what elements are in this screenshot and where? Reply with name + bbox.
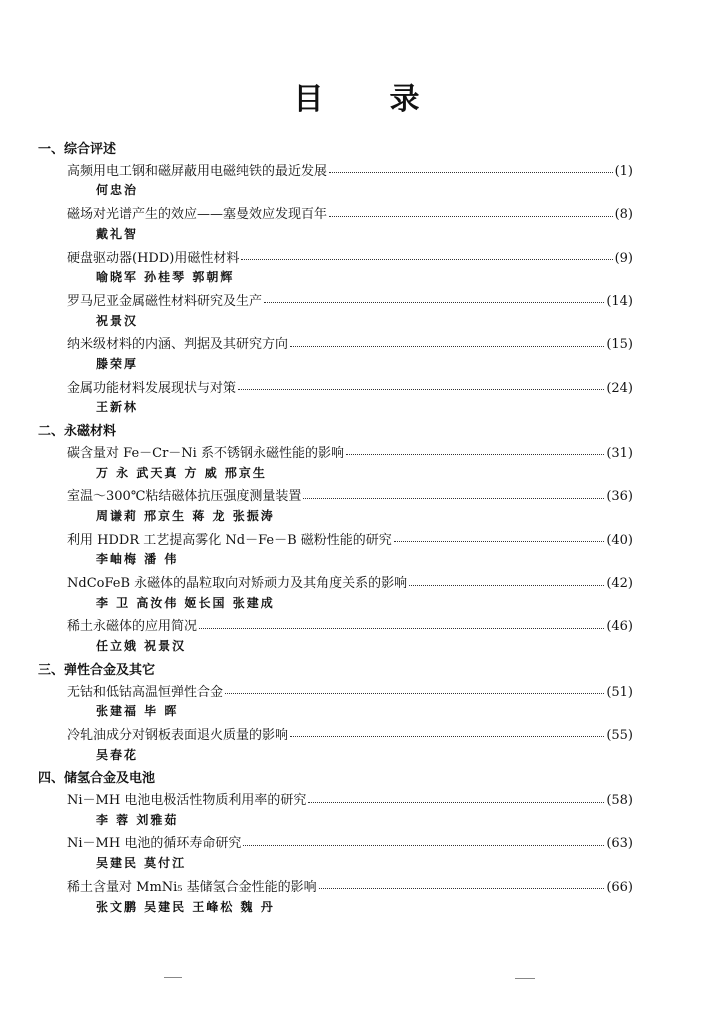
entry-authors: 任立娥 祝景汉: [96, 639, 187, 654]
entry-authors: 李 卫 高汝伟 姬长国 张建成: [96, 595, 275, 610]
entry-title: 罗马尼亚金属磁性材料研究及生产: [67, 293, 263, 309]
entry-authors: 李 蓉 刘雅茹: [96, 812, 179, 827]
page-number: (40): [606, 532, 633, 548]
page-number: (36): [606, 489, 633, 505]
toc-entry[interactable]: [67, 377, 633, 395]
page-number: (46): [606, 619, 633, 635]
page-number: (31): [606, 445, 633, 461]
entry-title: NdCoFeB 永磁体的晶粒取向对矫顽力及其角度关系的影响: [67, 576, 408, 591]
entry-authors: 吴建民 莫付江: [96, 856, 187, 871]
page-number: (9): [614, 250, 633, 266]
dot-leader: [319, 878, 605, 889]
entry-authors: 李岫梅 潘 伟: [96, 552, 179, 567]
entry-title: 磁场对光谱产生的效应——塞曼效应发现百年: [67, 207, 328, 223]
toc-entry[interactable]: [67, 789, 633, 807]
dot-leader: [329, 162, 613, 173]
entry-authors: 周谦莉 邢京生 蒋 龙 张振涛: [96, 508, 275, 523]
entry-authors: 张文鹏 吴建民 王峰松 魏 丹: [96, 899, 275, 914]
entry-title: 室温～300℃粘结磁体抗压强度测量装置: [67, 489, 302, 505]
page-number: (42): [606, 576, 633, 591]
section-heading: 四、储氢合金及电池: [38, 771, 156, 787]
toc-entry[interactable]: [67, 160, 633, 178]
toc-entry[interactable]: [67, 572, 633, 590]
entry-authors: 滕荣厚: [96, 357, 139, 371]
entry-authors: 王新林: [96, 400, 139, 415]
dot-leader: [290, 726, 604, 737]
entry-title: 高频用电工钢和磁屏蔽用电磁纯铁的最近发展: [67, 163, 328, 179]
title-char-1: 目: [293, 82, 324, 117]
entry-title: Ni－MH 电池的循环寿命研究: [67, 836, 242, 852]
toc-entry[interactable]: [67, 290, 633, 308]
entry-title: 利用 HDDR 工艺提高雾化 Nd－Fe－B 磁粉性能的研究: [67, 532, 392, 548]
dot-leader: [238, 379, 604, 390]
section-heading: 二、永磁材料: [38, 424, 117, 440]
page-number: (8): [614, 207, 633, 223]
page-number: (63): [606, 836, 633, 852]
page-number: (24): [606, 380, 633, 396]
entry-authors: 祝景汉: [96, 313, 139, 328]
dot-leader: [290, 336, 604, 347]
page-number: (15): [606, 337, 633, 353]
toc-entry[interactable]: [67, 333, 633, 351]
toc-entry[interactable]: [67, 724, 633, 742]
entry-authors: 戴礼智: [96, 226, 139, 241]
dot-leader: [394, 531, 605, 542]
toc-entry[interactable]: [67, 203, 633, 221]
dot-leader: [243, 835, 604, 846]
toc-entry[interactable]: [67, 247, 633, 265]
dot-leader: [329, 206, 613, 217]
page-title: [0, 74, 713, 118]
page-number: (51): [606, 684, 633, 700]
toc-entry[interactable]: [67, 529, 633, 547]
section-heading: 三、弹性合金及其它: [38, 662, 156, 678]
entry-title: 金属功能材料发展现状与对策: [67, 380, 237, 396]
entry-title: 稀土含量对 MmNi₅ 基储氢合金性能的影响: [67, 879, 317, 895]
dot-leader: [409, 575, 604, 586]
dot-leader: [308, 792, 604, 803]
dot-leader: [199, 618, 604, 629]
entry-authors: 万 永 武天真 方 威 邢京生: [96, 465, 267, 480]
entry-authors: 何忠治: [96, 183, 139, 198]
title-char-2: 录: [389, 82, 420, 117]
toc-entry[interactable]: [67, 615, 633, 633]
toc-entry[interactable]: [67, 485, 633, 503]
section-heading: 一、综合评述: [38, 142, 117, 157]
entry-title: 冷轧油成分对钢板表面退火质量的影响: [67, 727, 289, 743]
page-number: (14): [606, 293, 633, 309]
entry-authors: 吴春花: [96, 747, 139, 762]
toc-entry[interactable]: [67, 832, 633, 850]
entry-title: 无钴和低钴高温恒弹性合金: [67, 684, 224, 700]
dot-leader: [241, 249, 612, 260]
dot-leader: [346, 444, 604, 455]
entry-title: 稀土永磁体的应用简况: [67, 619, 198, 635]
dot-leader: [264, 292, 604, 303]
page-number: (55): [606, 727, 633, 743]
entry-authors: 张建福 毕 晖: [96, 704, 179, 719]
entry-title: Ni－MH 电池电极活性物质利用率的研究: [67, 793, 307, 808]
toc-entry[interactable]: [67, 442, 633, 460]
entry-title: 碳含量对 Fe－Cr－Ni 系不锈钢永磁性能的影响: [67, 445, 344, 461]
dot-leader: [225, 683, 604, 694]
toc-entry[interactable]: [67, 876, 633, 894]
entry-title: 纳米级材料的内涵、判据及其研究方向: [67, 337, 289, 353]
page-number: (58): [606, 793, 633, 808]
toc-entry[interactable]: [67, 681, 633, 699]
entry-authors: 喻晓军 孙桂琴 郭朝辉: [96, 270, 235, 285]
page-number: (66): [606, 879, 633, 895]
page-number: (1): [614, 163, 633, 179]
entry-title: 硬盘驱动器(HDD)用磁性材料: [67, 250, 240, 266]
dot-leader: [303, 488, 604, 499]
